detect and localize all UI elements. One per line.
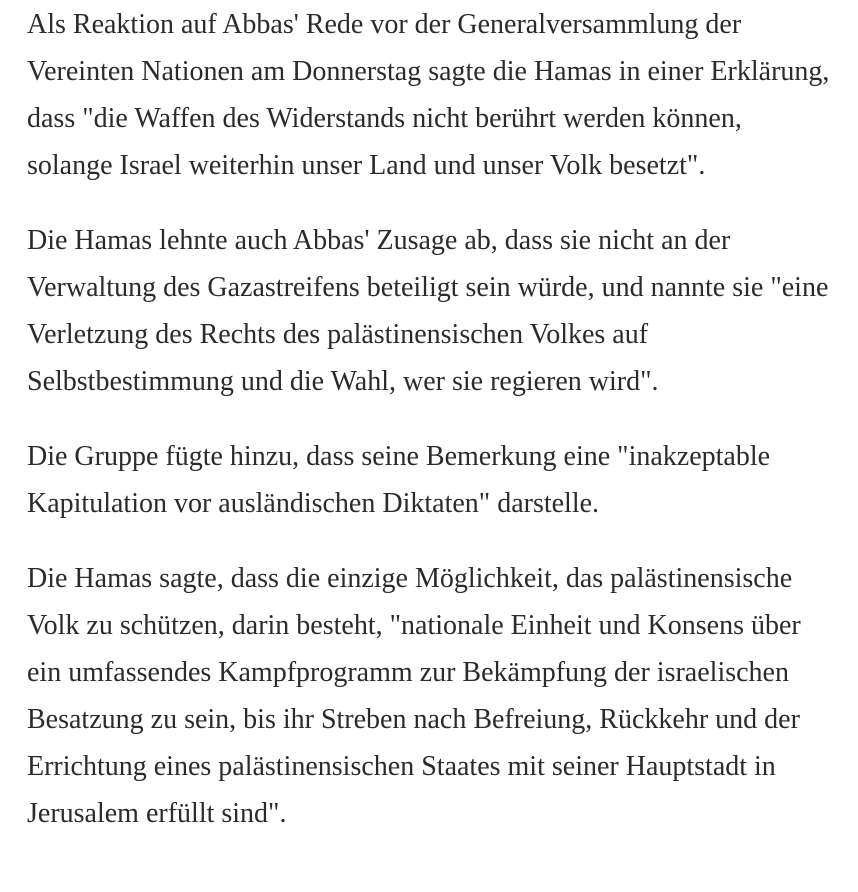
article-paragraph: Als Reaktion auf Abbas' Rede vor der Generalversammlung der Vereinten Nationen am Donnerstag sagte die Hamas in einer Erklärung, dass "die Waffen des Widerstands nicht berührt werden können, solange Israel weiterhin unser Land und unser Volk besetzt". [27, 9, 830, 181]
article-paragraph: Die Hamas sagte, dass die einzige Möglichkeit, das palästinensische Volk zu schützen, darin besteht, "nationale Einheit und Konsens über ein umfassendes Kampfprogramm zur Bekämpfung der israelischen Besatzung zu sein, bis ihr Streben nach Befreiung, Rückkehr und der Errichtung eines palästinensischen Staates mit seiner Hauptstadt in Jerusalem erfüllt sind". [27, 563, 801, 829]
article-paragraph: Die Gruppe fügte hinzu, dass seine Bemerkung eine "inakzeptable Kapitulation vor ausländischen Diktaten" darstelle. [27, 441, 771, 519]
article-paragraph: Die Hamas lehnte auch Abbas' Zusage ab, dass sie nicht an der Verwaltung des Gazastreifens beteiligt sein würde, und nannte sie "eine Verletzung des Rechts des palästinensischen Volkes auf Selbstbestimmung und die Wahl, wer sie regieren wird". [27, 225, 829, 397]
